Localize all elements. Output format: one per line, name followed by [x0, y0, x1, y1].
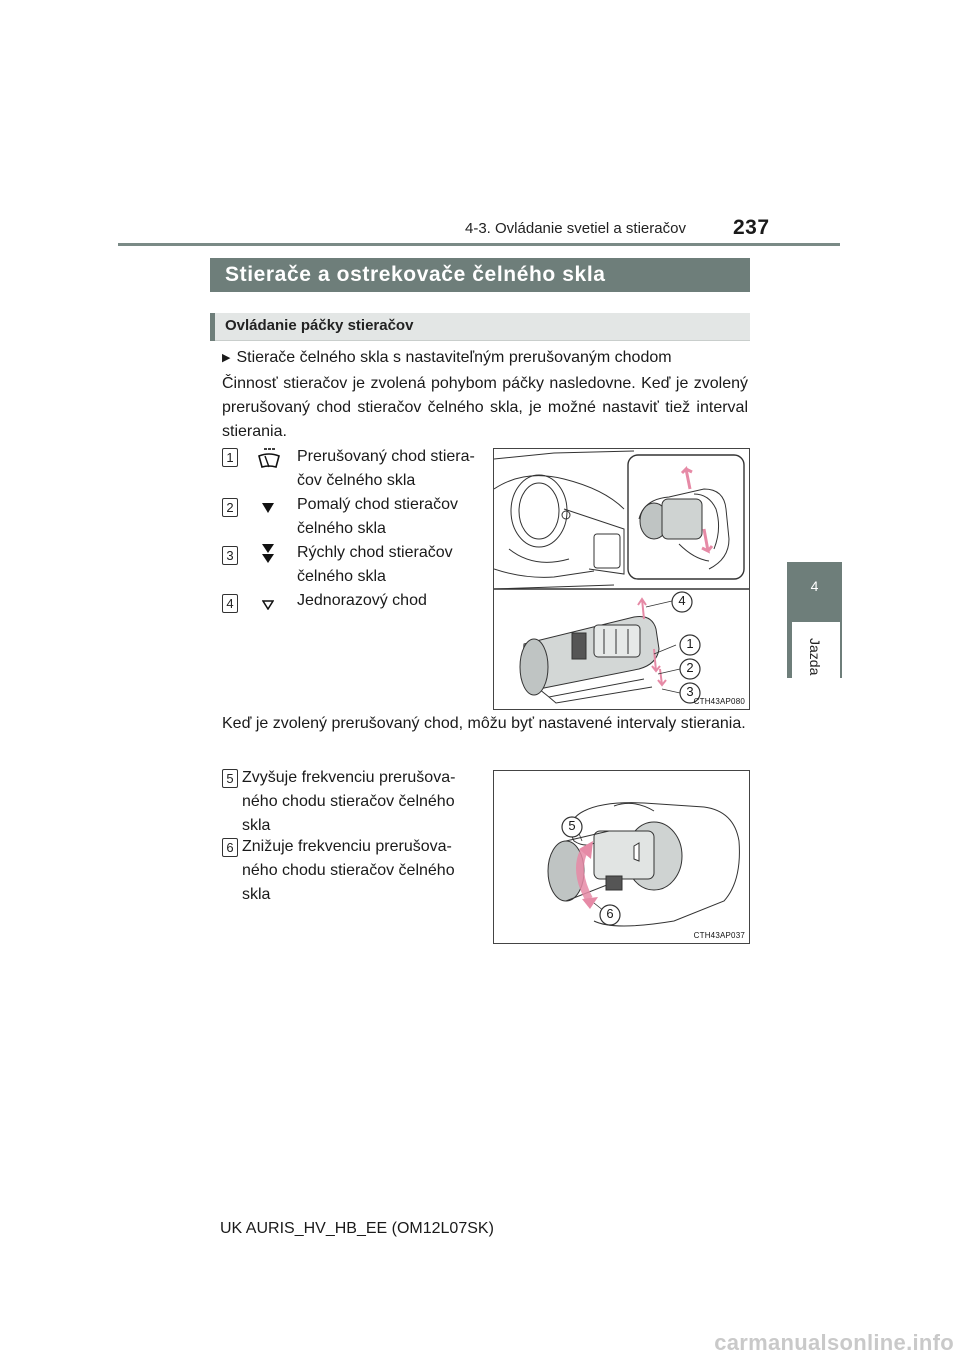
- manual-code-footer: UK AURIS_HV_HB_EE (OM12L07SK): [220, 1220, 494, 1237]
- mode-text-line: čov čelného skla: [297, 472, 416, 489]
- interval-text-line: skla: [242, 886, 271, 903]
- callout-number-badge: 4: [222, 594, 238, 613]
- subsection-heading: [210, 313, 750, 341]
- interval-text-line: Zvyšuje frekvenciu prerušova-: [242, 769, 456, 786]
- callout-5: 5: [568, 818, 576, 833]
- mode-text-line: čelného skla: [297, 568, 386, 585]
- callout-number-badge: 2: [222, 498, 238, 517]
- callout-number-badge: 3: [222, 546, 238, 565]
- mode-text-line: Prerušovaný chod stiera-: [297, 448, 475, 465]
- mode-list: [210, 445, 490, 625]
- triangle-down-icon: [262, 503, 274, 513]
- subsection-accent-bar: [210, 313, 215, 341]
- callout-1: 1: [686, 636, 694, 651]
- mode-text-line: Rýchly chod stieračov: [297, 544, 453, 561]
- wiper-lever-figure: [493, 448, 750, 710]
- interval-list: [210, 766, 490, 906]
- interval-paragraph: Keď je zvolený prerušovaný chod, môžu byť nastavené intervaly stierania.: [222, 715, 746, 732]
- double-triangle-down-icon: [262, 544, 274, 564]
- callout-number-badge: 1: [222, 448, 238, 467]
- figure-code: CTH43AP037: [693, 931, 745, 940]
- watermark-link[interactable]: carmanualsonline.info: [714, 1330, 954, 1355]
- chapter-tab-number: 4: [810, 578, 819, 594]
- figure-code: CTH43AP080: [693, 697, 745, 706]
- subsection-title: Ovládanie páčky stieračov: [225, 317, 414, 334]
- section-title: Stierače a ostrekovače čelného skla: [210, 258, 750, 292]
- interval-text-line: ného chodu stieračov čelného: [242, 793, 455, 810]
- single-wipe-icon: [262, 600, 274, 610]
- bullet-text: Stierače čelného skla s nastaviteľným prerušovaným chodom: [236, 349, 672, 366]
- page-number: 237: [733, 216, 770, 239]
- interval-text-line: ného chodu stieračov čelného: [242, 862, 455, 879]
- bullet-line: [222, 346, 672, 371]
- mode-text-line: Jednorazový chod: [297, 592, 427, 609]
- mode-text-line: Pomalý chod stieračov: [297, 496, 458, 513]
- header-rule: [118, 243, 840, 246]
- interval-text-line: Znižuje frekvenciu prerušova-: [242, 838, 452, 855]
- intermittent-wiper-icon: [256, 448, 282, 470]
- intro-paragraph: Činnosť stieračov je zvolená pohybom páčky nasledovne. Keď je zvolený prerušovaný chod stieračov čelného skla, je možné nastaviť tiež interval stierania.: [222, 375, 748, 440]
- chapter-title: 4-3. Ovládanie svetiel a stieračov: [465, 220, 686, 237]
- callout-6: 6: [606, 906, 614, 921]
- bullet-arrow-icon: ▶: [222, 352, 231, 364]
- callout-number-badge: 5: [222, 769, 238, 788]
- mode-text-line: čelného skla: [297, 520, 386, 537]
- callout-4: 4: [678, 593, 686, 608]
- interval-dial-illustration: [494, 771, 750, 944]
- callout-number-badge: 6: [222, 838, 238, 857]
- interval-text-line: skla: [242, 817, 271, 834]
- callout-3: 3: [686, 684, 694, 699]
- interval-dial-figure: [493, 770, 750, 944]
- wiper-lever-illustration: [494, 449, 750, 710]
- chapter-tab-label: Jazda: [792, 622, 840, 692]
- callout-2: 2: [686, 660, 694, 675]
